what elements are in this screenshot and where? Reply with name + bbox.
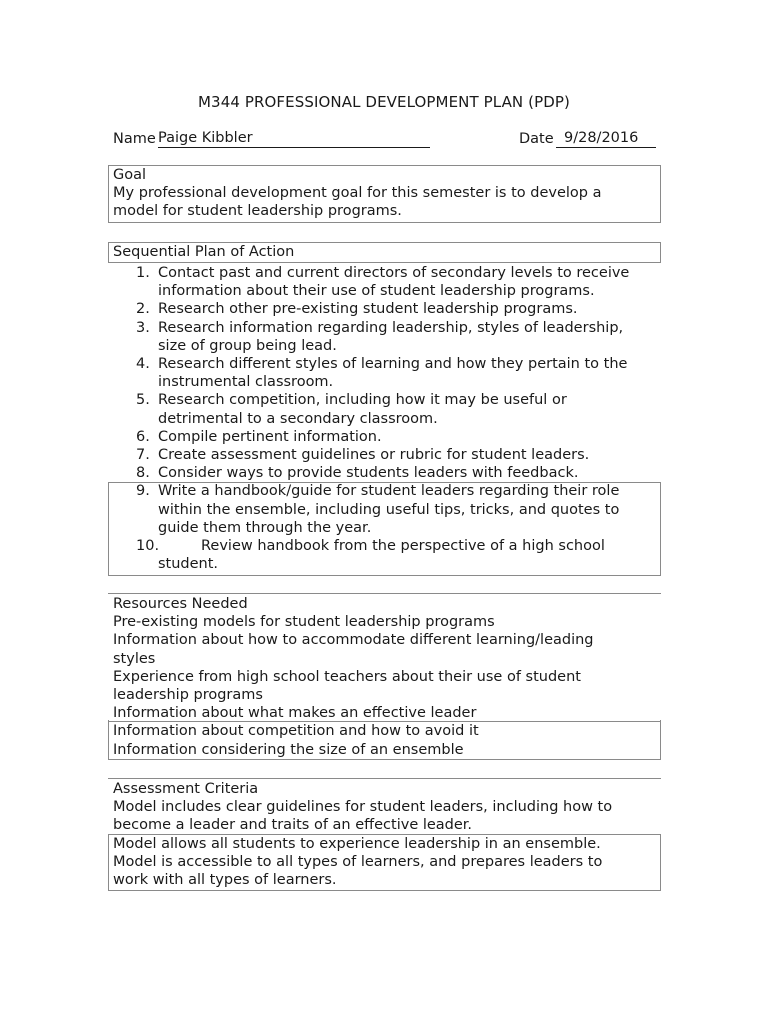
list-item-text: within the ensemble, including useful tips, tricks, and quotes to: [158, 501, 620, 518]
list-item-text: information about their use of student leadership programs.: [158, 283, 595, 300]
resources-heading: Resources Needed: [113, 596, 248, 612]
date-label: Date: [519, 131, 554, 147]
resources-line: Pre-existing models for student leadership programs: [113, 614, 495, 631]
list-item-number: 6.: [136, 428, 150, 445]
list-item: [108, 300, 661, 318]
list-item-number: 7.: [136, 447, 150, 464]
assessment-line: work with all types of learners.: [113, 872, 337, 889]
list-item-text: Create assessment guidelines or rubric for student leaders.: [158, 447, 590, 464]
list-item: [108, 319, 661, 355]
list-item: [108, 482, 661, 537]
list-item-number: 2.: [136, 301, 150, 318]
list-item-text: Research different styles of learning and how they pertain to the: [158, 356, 628, 373]
list-item-text: Consider ways to provide students leaders with feedback.: [158, 465, 579, 482]
resources-line: Information considering the size of an ensemble: [113, 741, 464, 758]
assessment-divider: [108, 778, 661, 779]
list-item-number: 3.: [136, 319, 150, 336]
list-item-text: Research information regarding leadership, styles of leadership,: [158, 319, 624, 336]
plan-heading-box: [108, 242, 661, 263]
list-item: [108, 264, 661, 300]
goal-text-line: My professional development goal for this semester is to develop a: [113, 185, 602, 202]
resources-line: leadership programs: [113, 687, 263, 704]
list-item-text: Write a handbook/guide for student leaders regarding their role: [158, 483, 620, 500]
plan-heading: Sequential Plan of Action: [113, 244, 295, 260]
list-item-number: 9.: [136, 483, 150, 500]
assessment-heading: Assessment Criteria: [113, 781, 259, 797]
resources-line: Information about how to accommodate different learning/leading: [113, 632, 594, 649]
assessment-section: [113, 780, 658, 889]
goal-heading: Goal: [113, 167, 147, 183]
list-item: [108, 464, 661, 482]
resources-inner-divider: [108, 721, 661, 722]
resources-divider: [108, 593, 661, 594]
list-item-text: Compile pertinent information.: [158, 428, 382, 445]
plan-list: [108, 264, 661, 573]
list-item-text: instrumental classroom.: [158, 374, 334, 391]
list-item-number: 1.: [136, 265, 150, 281]
list-item: [108, 446, 661, 464]
list-item-text: Research competition, including how it may be useful or: [158, 392, 567, 409]
list-item-number: 8.: [136, 465, 150, 482]
name-label: Name: [113, 131, 156, 147]
list-item: [108, 391, 661, 427]
assessment-line: Model is accessible to all types of learners, and prepares leaders to: [113, 853, 603, 870]
list-item-text: Research other pre-existing student leadership programs.: [158, 301, 578, 318]
resources-line: Experience from high school teachers about their use of student: [113, 668, 581, 685]
list-item-number: 4.: [136, 356, 150, 373]
assessment-line: Model includes clear guidelines for student leaders, including how to: [113, 799, 613, 816]
date-value: 9/28/2016: [556, 130, 656, 148]
resources-line: styles: [113, 650, 156, 667]
document-title: M344 PROFESSIONAL DEVELOPMENT PLAN (PDP): [198, 93, 570, 111]
goal-box: [108, 165, 661, 223]
list-item-text: student.: [158, 556, 219, 573]
resources-section: [113, 595, 658, 759]
list-item-number: 5.: [136, 392, 150, 409]
resources-line: Information about what makes an effective leader: [113, 705, 477, 722]
goal-text-line: model for student leadership programs.: [113, 203, 402, 220]
resources-line: Information about competition and how to avoid it: [113, 723, 479, 740]
assessment-line: become a leader and traits of an effective leader.: [113, 817, 473, 834]
list-item-text: Contact past and current directors of secondary levels to receive: [158, 265, 630, 281]
list-item-text: detrimental to a secondary classroom.: [158, 410, 438, 427]
list-item-text: guide them through the year.: [158, 519, 372, 536]
list-item-number: 10.: [136, 538, 160, 555]
list-item-text: Review handbook from the perspective of a high school: [201, 538, 605, 555]
list-item-text: size of group being lead.: [158, 337, 337, 354]
list-item: [108, 537, 661, 573]
name-date-row: [113, 130, 658, 150]
assessment-line: Model allows all students to experience leadership in an ensemble.: [113, 835, 601, 852]
name-value: Paige Kibbler: [158, 130, 430, 148]
list-item: [108, 428, 661, 446]
list-item: [108, 355, 661, 391]
